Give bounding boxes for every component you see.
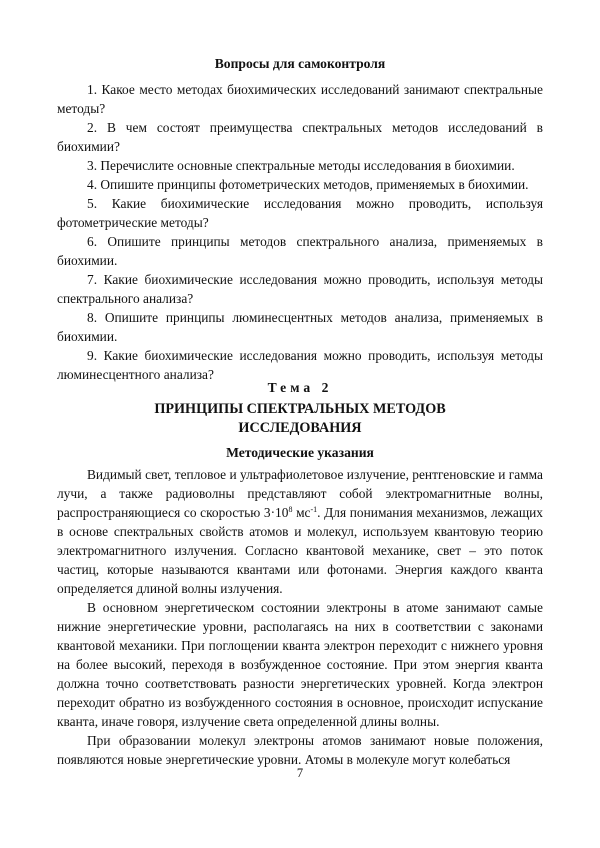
p1-text-after: . Для понимания механизмов, лежащих в основе спектральных свойств атомов и молекул, используем квантовую теорию электромагнитного излучения. Согласно квантовой механике, свет – это поток частиц, которые называются квантами или фотонами. Энергия каждого кванта определяется длиной волны излучения. [57, 505, 543, 596]
question-item: 6. Опишите принципы методов спектрального анализа, применяемых в биохимии. [57, 234, 543, 268]
p1-unit: мс [292, 505, 311, 520]
body-paragraph-2: В основном энергетическом состоянии электроны в атоме занимают самые нижние энергетические уровни, располагаясь на них в соответствии с законами квантовой механики. При поглощении кванта электрон переходит с нижнего уровня на более высокий, переходя в возбужденное состояние. При этом энергия кванта должна точно соответствовать разности энергетических уровней. Когда электрон переходит обратно из возбужденного состояния в основное, происходит испускание кванта, иначе говоря, излучение света определенной длины волны. [57, 600, 543, 729]
questions-list [57, 80, 543, 384]
question-item: 3. Перечислите основные спектральные методы исследования в биохимии. [87, 158, 515, 173]
question-item: 8. Опишите принципы люминесцентных методов анализа, применяемых в биохимии. [57, 310, 543, 344]
topic-title: ПРИНЦИПЫ СПЕКТРАЛЬНЫХ МЕТОДОВ ИССЛЕДОВАНИЯ [154, 401, 446, 436]
topic-label: Тема 2 [267, 380, 333, 395]
question-item: 2. В чем состоят преимущества спектральных методов исследований в биохимии? [57, 120, 543, 154]
p1-times: ·10 [270, 505, 289, 520]
question-item: 1. Какое место методах биохимических исследований занимают спектральные методы? [57, 82, 543, 116]
questions-title: Вопросы для самоконтроля [214, 56, 386, 71]
body-text [57, 465, 543, 769]
page-number: 7 [296, 766, 304, 780]
body-paragraph-3: При образовании молекул электроны атомов занимают новые положения, появляются новые энергетические уровни. Атомы в молекуле могут колебаться [57, 733, 543, 767]
section-subtitle: Методические указания [226, 445, 374, 460]
p1-unit-exponent: -1 [310, 505, 318, 514]
p1-exponent: 8 [288, 505, 293, 514]
question-item: 7. Какие биохимические исследования можно проводить, используя методы спектрального анализа? [57, 272, 543, 306]
question-item: 5. Какие биохимические исследования можно проводить, используя фотометрические методы? [57, 196, 543, 230]
question-item: 4. Опишите принципы фотометрических методов, применяемых в биохимии. [87, 177, 529, 192]
body-paragraph-1 [57, 465, 543, 598]
p1-text-before: Видимый свет, тепловое и ультрафиолетовое излучение, рентгеновские и гамма лучи, а также радиоволны представляют собой электромагнитные волны, распространяющиеся со скоростью 3 [57, 467, 543, 520]
question-item: 9. Какие биохимические исследования можно проводить, используя методы люминесцентного анализа? [57, 348, 543, 382]
